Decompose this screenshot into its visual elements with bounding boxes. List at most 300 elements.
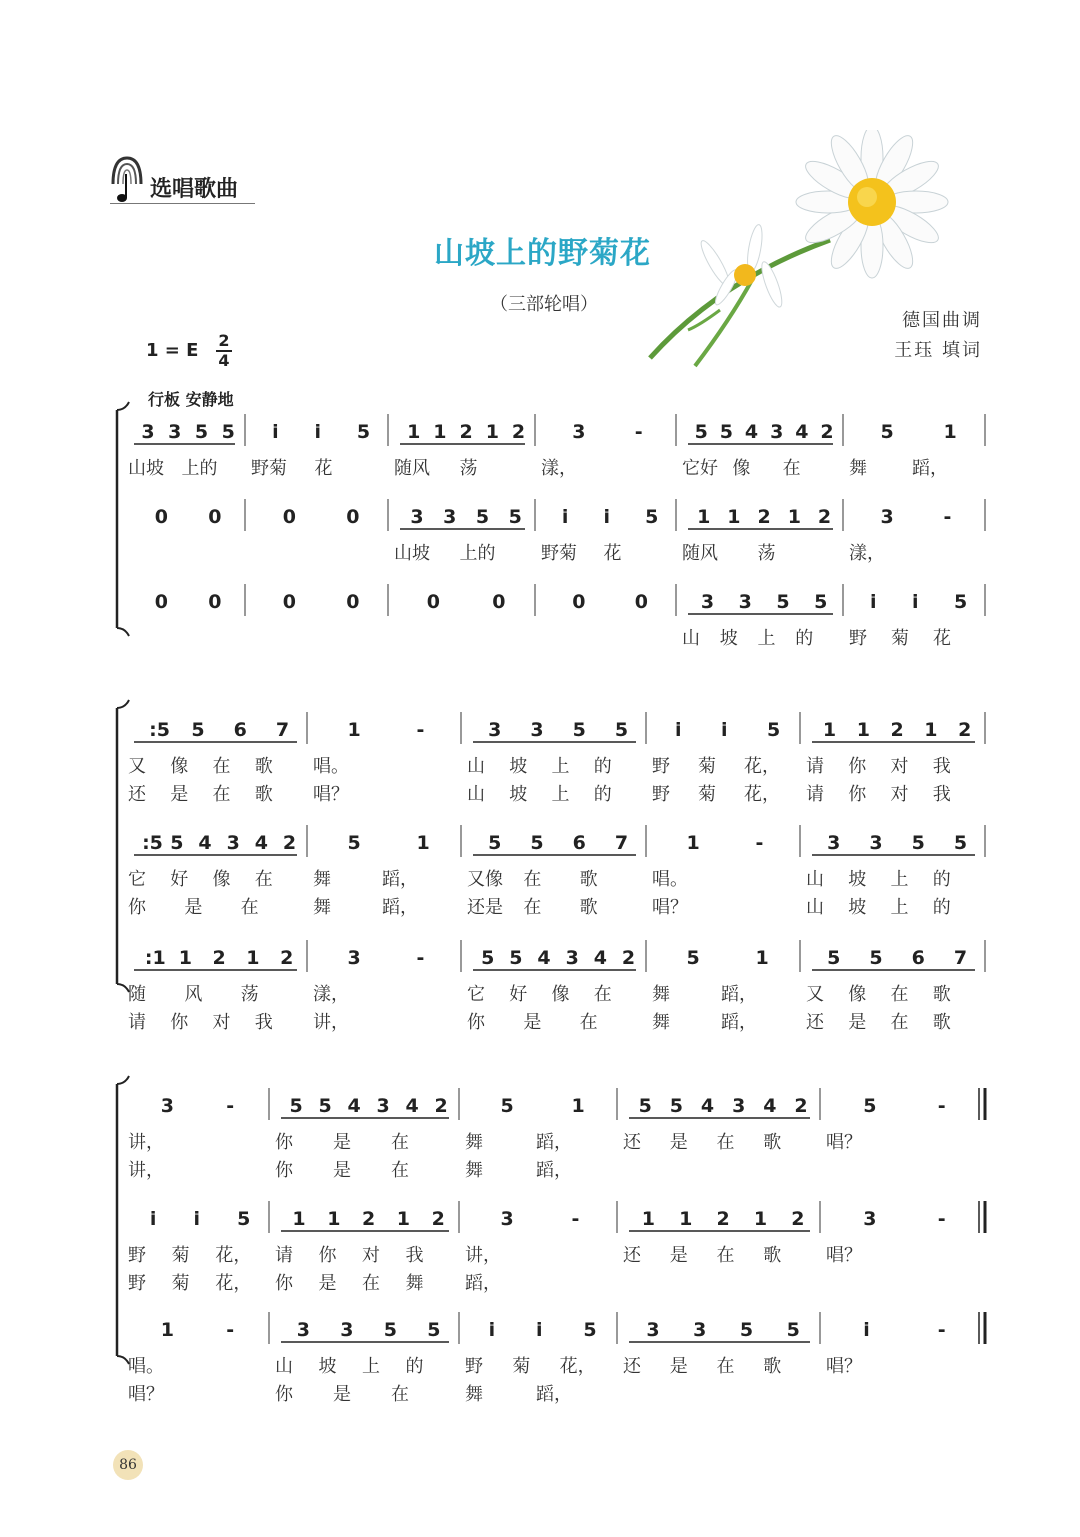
lyric: 像: [732, 458, 751, 479]
lyric: 你: [848, 784, 867, 805]
lyric: 唱？: [826, 1132, 862, 1153]
lyric: 上的: [181, 458, 218, 479]
note: 5: [767, 719, 781, 741]
lyric: 花: [603, 543, 622, 564]
lyric: 我: [254, 1012, 273, 1033]
lyric: 你: [467, 1012, 485, 1033]
note: 5: [583, 1319, 597, 1341]
note: 0: [634, 591, 648, 613]
note: 4: [254, 832, 268, 854]
note: 3: [700, 591, 715, 613]
note: 3: [565, 947, 579, 969]
note: i: [488, 1319, 496, 1341]
note: 5: [638, 1095, 652, 1117]
lyric: 蹈，: [536, 1160, 572, 1181]
lyric: 野: [128, 1273, 146, 1294]
note: 1: [178, 947, 192, 969]
note: 1: [327, 1208, 341, 1230]
key-signature: 1 = E: [146, 340, 199, 361]
lyric: 山: [467, 784, 485, 805]
lyric: 在: [212, 784, 231, 805]
lyric: 随风: [394, 458, 430, 479]
note: 1: [571, 1095, 585, 1117]
lyric: 上: [890, 869, 909, 890]
note: 5: [645, 506, 659, 528]
note: i: [193, 1208, 201, 1230]
lyric: 舞: [313, 869, 331, 890]
note: 3: [168, 421, 182, 443]
note: 5: [686, 947, 700, 969]
lyric: 荡: [459, 458, 478, 479]
lyric: 还: [806, 1012, 824, 1033]
lyric: 荡: [240, 984, 259, 1005]
lyric: 还: [623, 1356, 641, 1377]
note: -: [755, 832, 764, 854]
note: 1: [697, 506, 711, 528]
lyric: 野菊: [251, 458, 287, 479]
note: 1: [727, 506, 741, 528]
note: 2: [621, 947, 636, 969]
note: -: [937, 1095, 946, 1117]
lyric: 是: [669, 1132, 688, 1153]
lyric: 唱？: [826, 1356, 862, 1377]
note: i: [561, 506, 569, 528]
lyric: 在: [523, 869, 542, 890]
note: 5: [530, 832, 544, 854]
lyric: 它好: [682, 458, 718, 479]
lyric: 请: [275, 1245, 293, 1266]
note: 3: [732, 1095, 746, 1117]
note: 5: [508, 506, 522, 528]
note: 4: [198, 832, 212, 854]
lyric: 在: [579, 1012, 598, 1033]
lyric: 的: [405, 1356, 424, 1377]
lyric: 还: [623, 1132, 641, 1153]
lyric: 对: [212, 1012, 231, 1033]
system-bracket-top: [117, 700, 129, 708]
note: 3: [827, 832, 841, 854]
lyric: 漾，: [849, 543, 885, 564]
lyric: 随风: [682, 543, 718, 564]
lyric: 还是: [467, 897, 503, 918]
note: 1: [924, 719, 938, 741]
lyric: 它: [467, 984, 485, 1005]
lyric: 你: [275, 1273, 293, 1294]
lyric: 山: [806, 897, 824, 918]
note: 1: [755, 947, 769, 969]
note: 4: [700, 1095, 715, 1117]
lyric: 在: [240, 897, 259, 918]
lyric: 蹈，: [721, 984, 757, 1005]
lyric: 坡: [318, 1356, 337, 1377]
note: 2: [511, 421, 526, 443]
lyric: 对: [890, 756, 909, 777]
lyric: 歌: [579, 897, 598, 918]
lyric: 坡: [509, 756, 528, 777]
lyric: 上: [551, 784, 570, 805]
lyric: 像: [170, 756, 189, 777]
note: 5: [880, 421, 894, 443]
note: 5: [694, 421, 708, 443]
note: 1: [416, 832, 430, 854]
lyric: 蹈，: [382, 897, 418, 918]
lyric: 我: [932, 784, 951, 805]
note: 2: [282, 832, 297, 854]
lyric: 好: [509, 984, 528, 1005]
note: i: [912, 591, 919, 613]
note: 5: [221, 421, 235, 443]
note: 5: [954, 591, 968, 613]
lyric: 菊: [891, 628, 909, 649]
note: 5: [953, 832, 968, 854]
time-signature-top: 2: [218, 331, 230, 350]
note: 3: [880, 506, 894, 528]
note: 2: [459, 421, 473, 443]
lyric: 唱。: [652, 869, 688, 890]
lyric: 野: [465, 1356, 483, 1377]
note: 3: [160, 1095, 174, 1117]
lyric: 在: [716, 1356, 735, 1377]
note: -: [226, 1319, 235, 1341]
note: i: [675, 719, 682, 741]
lyric: 舞: [652, 984, 670, 1005]
lyric: 蹈，: [465, 1273, 501, 1294]
lyric: 舞: [465, 1132, 483, 1153]
note: 2: [958, 719, 972, 741]
lyric: 菊: [171, 1273, 190, 1294]
lyric: 是: [333, 1132, 351, 1153]
lyric: 你: [128, 897, 146, 918]
lyric: 花，: [215, 1273, 252, 1294]
lyric: 歌: [763, 1356, 782, 1377]
note: i: [603, 506, 611, 528]
note: -: [416, 719, 425, 741]
note: 5: [869, 947, 883, 969]
lyric: 坡: [719, 628, 738, 649]
lyric: 漾，: [313, 984, 349, 1005]
lyric: 又: [128, 756, 146, 777]
system-bracket-bottom: [117, 628, 129, 636]
note: 2: [791, 1208, 805, 1230]
lyric: 花，: [559, 1356, 596, 1377]
note: 1: [822, 719, 837, 741]
note: 5: [911, 832, 925, 854]
note: 5: [719, 421, 733, 443]
lyric: 野: [652, 784, 670, 805]
note: 0: [208, 591, 222, 613]
system-bracket-top: [117, 1076, 129, 1084]
lyric: 在: [362, 1273, 380, 1294]
note: 1: [856, 719, 870, 741]
note: 2: [817, 506, 832, 528]
note: -: [416, 947, 425, 969]
note: 1: [485, 421, 499, 443]
lyric: 蹈，: [721, 1012, 757, 1033]
note: 5: [383, 1319, 397, 1341]
lyric: 讲，: [313, 1012, 349, 1033]
note: 2: [212, 947, 226, 969]
note: 2: [794, 1095, 808, 1117]
note: :5: [142, 832, 163, 854]
note: -: [937, 1208, 946, 1230]
lyric: 请: [806, 784, 824, 805]
note: 4: [347, 1095, 361, 1117]
lyric: 山: [275, 1356, 293, 1377]
note: 5: [427, 1319, 441, 1341]
note: 5: [739, 1319, 754, 1341]
lyric: 歌: [932, 1012, 951, 1033]
note: 0: [572, 591, 586, 613]
lyric: 漾，: [541, 458, 577, 479]
page-number: 86: [113, 1450, 143, 1480]
note: 3: [738, 591, 752, 613]
lyric: 的: [593, 784, 612, 805]
lyric: 讲，: [128, 1132, 164, 1153]
note: 3: [488, 719, 502, 741]
note: -: [226, 1095, 235, 1117]
note: 3: [863, 1208, 877, 1230]
note: i: [870, 591, 877, 613]
note: 3: [340, 1319, 354, 1341]
note: 0: [346, 591, 360, 613]
lyric: 野: [128, 1245, 146, 1266]
lyric: 舞: [465, 1160, 483, 1181]
note: 0: [154, 506, 168, 528]
note: 5: [318, 1095, 332, 1117]
note: 1: [246, 947, 260, 969]
note: i: [314, 421, 322, 443]
lyric: 你: [318, 1245, 337, 1266]
lyric: 我: [932, 756, 951, 777]
lyric: 唱？: [652, 897, 688, 918]
lyric: 在: [391, 1132, 409, 1153]
lyric: 我: [405, 1245, 424, 1266]
note: 4: [795, 421, 809, 443]
lyric: 舞: [849, 458, 867, 479]
credit-lyrics: 王珏 填词: [894, 340, 982, 361]
lyric: 野: [849, 628, 867, 649]
lyric: 的: [932, 897, 951, 918]
section-label: 选唱歌曲: [150, 177, 239, 202]
lyric: 是: [333, 1160, 351, 1181]
lyric: 是: [669, 1245, 688, 1266]
lyric: 坡: [848, 897, 867, 918]
note: 2: [890, 719, 904, 741]
note: i: [721, 719, 728, 741]
note: 5: [356, 421, 371, 443]
lyric: 随: [128, 984, 146, 1005]
lyric: 野菊: [541, 543, 577, 564]
note: 1: [943, 421, 957, 443]
note: 1: [686, 832, 700, 854]
note: 0: [154, 591, 168, 613]
lyric: 在: [716, 1245, 735, 1266]
note: 0: [282, 506, 296, 528]
note: 7: [614, 832, 629, 854]
lyric: 它: [128, 869, 146, 890]
lyric: 的: [932, 869, 951, 890]
note: 5: [863, 1095, 877, 1117]
lyric: 在: [212, 756, 231, 777]
note: 5: [786, 1319, 800, 1341]
note: 5: [347, 832, 361, 854]
note: 5: [237, 1208, 251, 1230]
note: 1: [679, 1208, 693, 1230]
lyric: 唱。: [313, 756, 349, 777]
note: i: [272, 421, 279, 443]
note: 2: [431, 1208, 445, 1230]
lyric: 在: [716, 1132, 735, 1153]
note: -: [571, 1208, 580, 1230]
lyric: 是: [318, 1273, 337, 1294]
note: 3: [572, 421, 586, 443]
note: 6: [233, 719, 247, 741]
note: 3: [296, 1319, 310, 1341]
lyric: 舞: [465, 1384, 483, 1405]
lyric: 的: [593, 756, 612, 777]
song-subtitle: （三部轮唱）: [490, 294, 598, 315]
lyric: 在: [523, 897, 542, 918]
lyric: 讲，: [465, 1245, 501, 1266]
note: 0: [282, 591, 296, 613]
lyric: 还: [128, 784, 146, 805]
lyric: 又: [806, 984, 824, 1005]
note: 3: [443, 506, 457, 528]
note: 1: [787, 506, 801, 528]
note: 5: [475, 506, 490, 528]
lyric: 蹈，: [536, 1132, 572, 1153]
note: 2: [820, 421, 834, 443]
lyric: 山: [467, 756, 485, 777]
note: 2: [716, 1208, 730, 1230]
lyric: 像: [848, 984, 867, 1005]
note: 3: [141, 421, 155, 443]
lyric: 风: [184, 984, 203, 1005]
note: 7: [275, 719, 290, 741]
tempo-marking: 行板 安静地: [148, 390, 234, 409]
note: 4: [593, 947, 607, 969]
lyric: 坡: [848, 869, 867, 890]
lyric: 歌: [254, 756, 273, 777]
lyric: 在: [391, 1160, 409, 1181]
note: -: [634, 421, 643, 443]
lyric: 你: [275, 1132, 293, 1153]
lyric: 山: [682, 628, 700, 649]
lyric: 菊: [512, 1356, 531, 1377]
lyric: 唱？: [128, 1384, 164, 1405]
note: i: [863, 1319, 870, 1341]
lyric: 是: [848, 1012, 867, 1033]
lyric: 花: [314, 458, 333, 479]
note: 5: [488, 832, 502, 854]
note: 5: [614, 719, 629, 741]
lyric: 在: [391, 1384, 409, 1405]
lyric: 又像: [467, 869, 503, 890]
lyric: 坡: [509, 784, 528, 805]
note: 3: [770, 421, 784, 443]
note: 1: [641, 1208, 655, 1230]
lyric: 菊: [171, 1245, 190, 1266]
note: 1: [347, 719, 361, 741]
note: 1: [433, 421, 447, 443]
lyric: 花，: [744, 756, 780, 777]
note: 3: [347, 947, 361, 969]
lyric: 荡: [757, 543, 776, 564]
lyric: 对: [362, 1245, 380, 1266]
note: 5: [509, 947, 523, 969]
lyric: 蹈，: [382, 869, 418, 890]
lyric: 讲，: [128, 1160, 164, 1181]
lyric: 还: [623, 1245, 641, 1266]
lyric: 唱？: [826, 1245, 862, 1266]
note: 5: [481, 947, 495, 969]
lyric: 舞: [313, 897, 331, 918]
note: 1: [396, 1208, 411, 1230]
lyric: 山: [806, 869, 824, 890]
lyric: 在: [593, 984, 612, 1005]
note: 0: [208, 506, 222, 528]
note: 3: [869, 832, 883, 854]
lyric: 是: [333, 1384, 351, 1405]
lyric: 野: [652, 756, 670, 777]
lyric: 是: [170, 784, 189, 805]
lyric: 是: [184, 897, 203, 918]
lyric: 上: [890, 897, 909, 918]
note: i: [149, 1208, 157, 1230]
lyric: 唱？: [313, 784, 349, 805]
lyric: 菊: [698, 784, 716, 805]
note: 5: [194, 421, 209, 443]
lyric: 你: [848, 756, 867, 777]
lyric: 蹈，: [536, 1384, 572, 1405]
lyric: 请: [806, 756, 824, 777]
lyric: 像: [212, 869, 231, 890]
note: 3: [693, 1319, 707, 1341]
lyric: 请: [128, 1012, 146, 1033]
lyric: 在: [890, 1012, 909, 1033]
note: -: [943, 506, 952, 528]
lyric: 上的: [459, 543, 496, 564]
note: 4: [744, 421, 759, 443]
note: 5: [500, 1095, 514, 1117]
note: 4: [537, 947, 551, 969]
lyric: 歌: [254, 784, 273, 805]
lyric: 你: [275, 1160, 293, 1181]
note: 4: [405, 1095, 419, 1117]
lyric: 歌: [763, 1245, 782, 1266]
note: 2: [280, 947, 294, 969]
lyric: 在: [254, 869, 273, 890]
lyric: 的: [795, 628, 814, 649]
note: 1: [292, 1208, 306, 1230]
lyric: 上: [757, 628, 776, 649]
credit-music: 德国曲调: [902, 310, 982, 331]
lyric: 歌: [932, 984, 951, 1005]
lyric: 你: [170, 1012, 189, 1033]
lyric: 在: [890, 984, 909, 1005]
note: 0: [346, 506, 360, 528]
lyric: 花: [933, 628, 951, 649]
note: 5: [289, 1095, 303, 1117]
note: i: [536, 1319, 543, 1341]
lyric: 好: [170, 869, 189, 890]
lyric: 山坡: [394, 543, 430, 564]
note: 6: [911, 947, 925, 969]
note: 3: [500, 1208, 514, 1230]
note: 3: [410, 506, 424, 528]
note: 5: [572, 719, 586, 741]
song-title: 山坡上的野菊花: [434, 236, 651, 271]
